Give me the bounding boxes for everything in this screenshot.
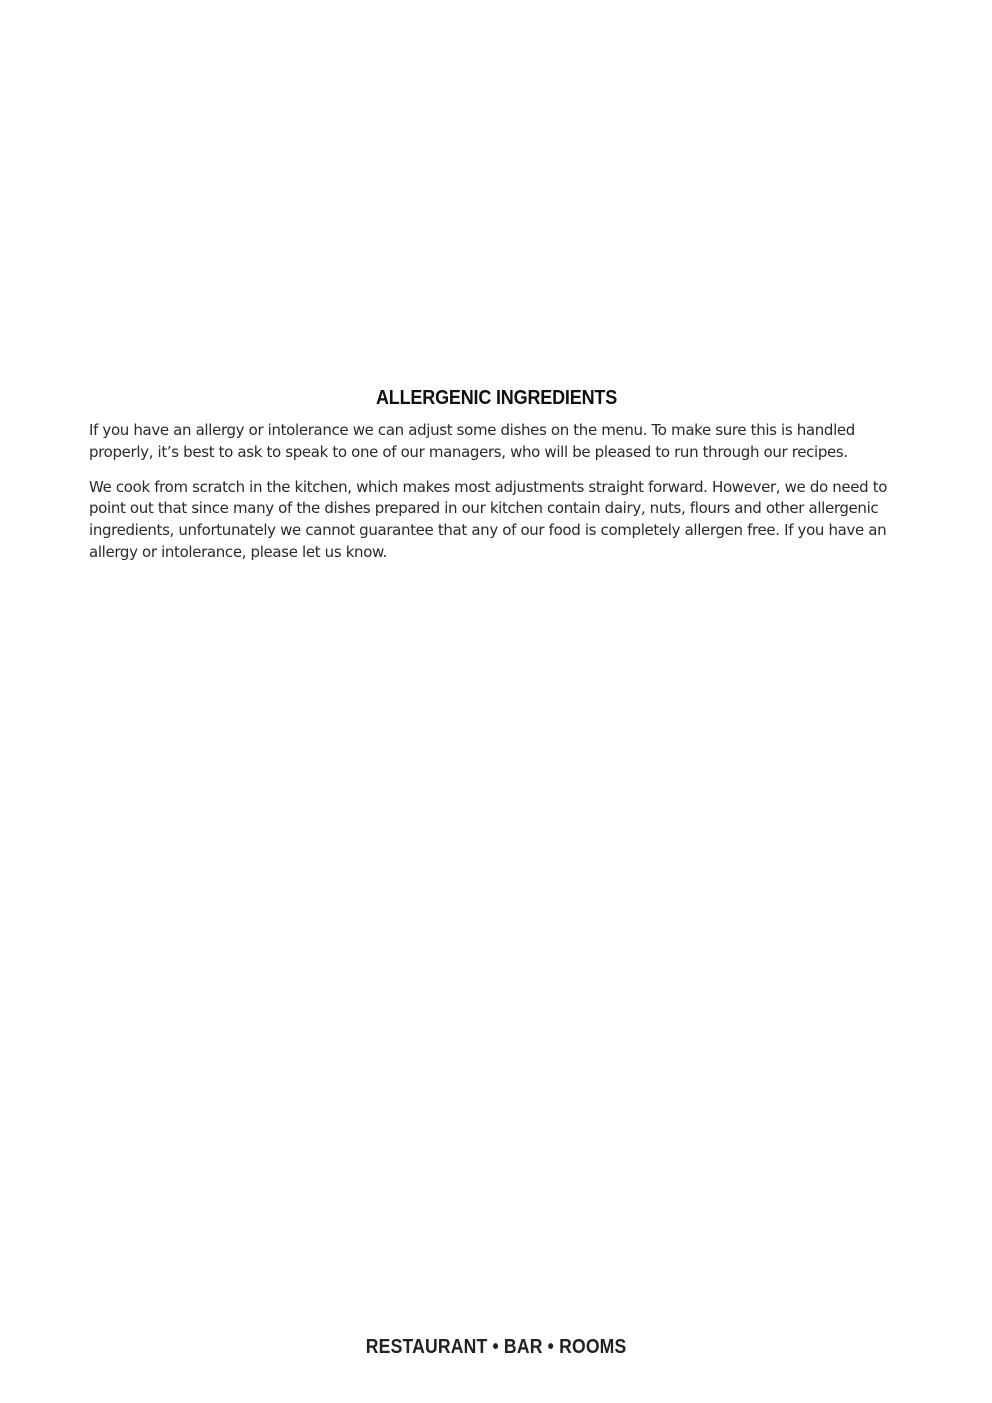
footer-tagline-text: RESTAURANT • BAR • ROOMS	[365, 1336, 627, 1358]
footer-tagline	[0, 1334, 992, 1360]
allergy-paragraph-2: We cook from scratch in the kitchen, which makes most adjustments straight forward. However, we do need to point out that since many of the dishes prepared in our kitchen contain dairy, nuts, flours and other allergenic ingredients, unfortunately we cannot guarantee that any of our food is completely allergen free. If you have an allergy or intolerance, please let us know.	[89, 477, 888, 561]
allergy-paragraph-1: If you have an allergy or intolerance we can adjust some dishes on the menu. To make sure this is handled properly, it’s best to ask to speak to one of our managers, who will be pleased to run through our recipes.	[89, 421, 855, 461]
section-heading: ALLERGENIC INGREDIENTS	[375, 387, 618, 409]
allergen-section	[89, 386, 904, 577]
